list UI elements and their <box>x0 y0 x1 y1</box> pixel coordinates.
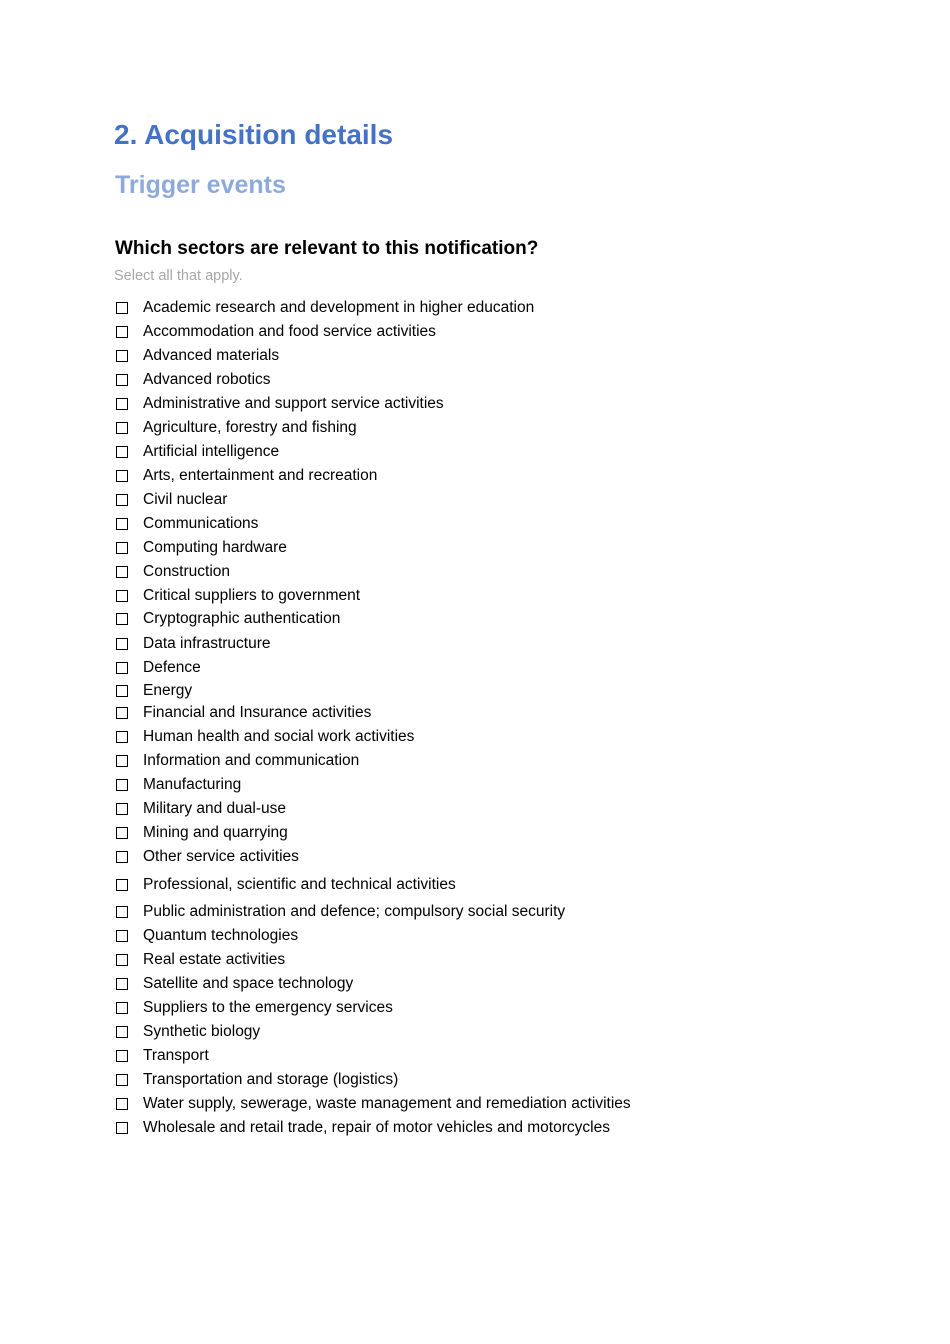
sector-option[interactable] <box>116 950 285 970</box>
sector-option[interactable] <box>116 703 371 723</box>
sector-option[interactable] <box>116 998 393 1018</box>
checkbox[interactable] <box>116 302 128 314</box>
checkbox[interactable] <box>116 494 128 506</box>
sector-option[interactable] <box>116 514 258 534</box>
sector-option-label: Financial and Insurance activities <box>143 704 372 721</box>
checkbox[interactable] <box>116 1050 128 1062</box>
checkbox[interactable] <box>116 470 128 482</box>
sector-option-label: Cryptographic authentication <box>143 610 341 627</box>
sector-option[interactable] <box>116 562 230 582</box>
sector-option-label: Wholesale and retail trade, repair of motor vehicles and motorcycles <box>143 1119 610 1136</box>
sector-option-label: Transport <box>143 1047 209 1064</box>
sector-option-label: Academic research and development in higher education <box>143 299 535 316</box>
checkbox[interactable] <box>116 326 128 338</box>
sector-option-label: Mining and quarrying <box>143 824 288 841</box>
sector-option[interactable] <box>116 974 353 994</box>
sector-option-label: Synthetic biology <box>143 1023 261 1040</box>
sector-option-label: Energy <box>143 682 193 699</box>
sector-option-label: Human health and social work activities <box>143 728 415 745</box>
sector-option[interactable] <box>116 1046 209 1066</box>
checkbox[interactable] <box>116 590 128 602</box>
checkbox[interactable] <box>116 566 128 578</box>
sector-option[interactable] <box>116 1070 398 1090</box>
checkbox[interactable] <box>116 731 128 743</box>
sector-option-label: Transportation and storage (logistics) <box>143 1071 399 1088</box>
sector-option[interactable] <box>116 681 192 701</box>
checkbox[interactable] <box>116 542 128 554</box>
checkbox[interactable] <box>116 350 128 362</box>
checkbox[interactable] <box>116 374 128 386</box>
checkbox[interactable] <box>116 978 128 990</box>
sector-option[interactable] <box>116 370 271 390</box>
sector-option-label: Data infrastructure <box>143 635 271 652</box>
sector-option[interactable] <box>116 586 360 606</box>
sector-option[interactable] <box>116 322 436 342</box>
sector-option[interactable] <box>116 466 377 486</box>
sector-option[interactable] <box>116 1094 631 1114</box>
checkbox[interactable] <box>116 422 128 434</box>
checkbox[interactable] <box>116 662 128 674</box>
sector-option-label: Civil nuclear <box>143 491 228 508</box>
sector-option[interactable] <box>116 775 241 795</box>
sector-option-label: Agriculture, forestry and fishing <box>143 419 357 436</box>
sector-option-label: Defence <box>143 659 201 676</box>
checkbox[interactable] <box>116 1002 128 1014</box>
sector-option-label: Artificial intelligence <box>143 443 280 460</box>
checkbox[interactable] <box>116 1026 128 1038</box>
subsection-heading: Trigger events <box>115 171 286 199</box>
sector-option-label: Advanced robotics <box>143 371 271 388</box>
checkbox[interactable] <box>116 879 128 891</box>
section-heading: 2. Acquisition details <box>114 119 394 150</box>
sector-option[interactable] <box>116 823 288 843</box>
sector-option-label: Water supply, sewerage, waste management and remediation activities <box>143 1095 631 1112</box>
sector-option-label: Professional, scientific and technical activities <box>143 876 456 893</box>
sector-option-label: Public administration and defence; compulsory social security <box>143 903 566 920</box>
checkbox[interactable] <box>116 851 128 863</box>
checkbox[interactable] <box>116 827 128 839</box>
sector-option-label: Accommodation and food service activities <box>143 323 436 340</box>
sector-option-label: Construction <box>143 563 231 580</box>
sector-option[interactable] <box>116 658 201 678</box>
checkbox[interactable] <box>116 1098 128 1110</box>
sector-option[interactable] <box>116 751 359 771</box>
hint-text: Select all that apply. <box>114 268 243 284</box>
sector-option-label: Information and communication <box>143 752 360 769</box>
sector-option-label: Satellite and space technology <box>143 975 354 992</box>
checkbox[interactable] <box>116 398 128 410</box>
checkbox[interactable] <box>116 1074 128 1086</box>
checkbox[interactable] <box>116 638 128 650</box>
sector-option-label: Quantum technologies <box>143 927 299 944</box>
sector-option-label: Suppliers to the emergency services <box>143 999 393 1016</box>
sector-option-label: Computing hardware <box>143 539 287 556</box>
sector-option[interactable] <box>116 418 357 438</box>
checkbox[interactable] <box>116 685 128 697</box>
sector-option[interactable] <box>116 634 271 654</box>
sector-option-label: Military and dual-use <box>143 800 287 817</box>
sector-option[interactable] <box>116 346 279 366</box>
sector-option-label: Arts, entertainment and recreation <box>143 467 378 484</box>
checkbox[interactable] <box>116 518 128 530</box>
sector-option[interactable] <box>116 1022 260 1042</box>
sector-option-label: Real estate activities <box>143 951 286 968</box>
checkbox[interactable] <box>116 707 128 719</box>
checkbox[interactable] <box>116 906 128 918</box>
sector-option-label: Administrative and support service activities <box>143 395 444 412</box>
sector-option[interactable] <box>116 609 340 629</box>
sector-option[interactable] <box>116 799 286 819</box>
sector-option[interactable] <box>116 727 414 747</box>
checkbox[interactable] <box>116 954 128 966</box>
sector-option[interactable] <box>116 902 565 922</box>
sector-option[interactable] <box>116 394 444 414</box>
sector-option[interactable] <box>116 490 227 510</box>
question-label: Which sectors are relevant to this notification? <box>115 238 539 259</box>
sector-option-label: Manufacturing <box>143 776 242 793</box>
checkbox[interactable] <box>116 446 128 458</box>
sector-option[interactable] <box>116 538 287 558</box>
checkbox[interactable] <box>116 755 128 767</box>
sector-option-label: Communications <box>143 515 259 532</box>
checkbox[interactable] <box>116 930 128 942</box>
sector-option[interactable] <box>116 298 534 318</box>
sector-option[interactable] <box>116 1118 610 1138</box>
sector-option-label: Advanced materials <box>143 347 280 364</box>
checkbox[interactable] <box>116 613 128 625</box>
checkbox[interactable] <box>116 1122 128 1134</box>
sector-option[interactable] <box>116 442 279 462</box>
sector-option-label: Critical suppliers to government <box>143 587 361 604</box>
sector-option-label: Other service activities <box>143 848 299 865</box>
sector-option[interactable] <box>116 926 298 946</box>
sector-option[interactable] <box>116 847 299 867</box>
checkbox[interactable] <box>116 803 128 815</box>
checkbox[interactable] <box>116 779 128 791</box>
sector-option[interactable] <box>116 875 456 895</box>
